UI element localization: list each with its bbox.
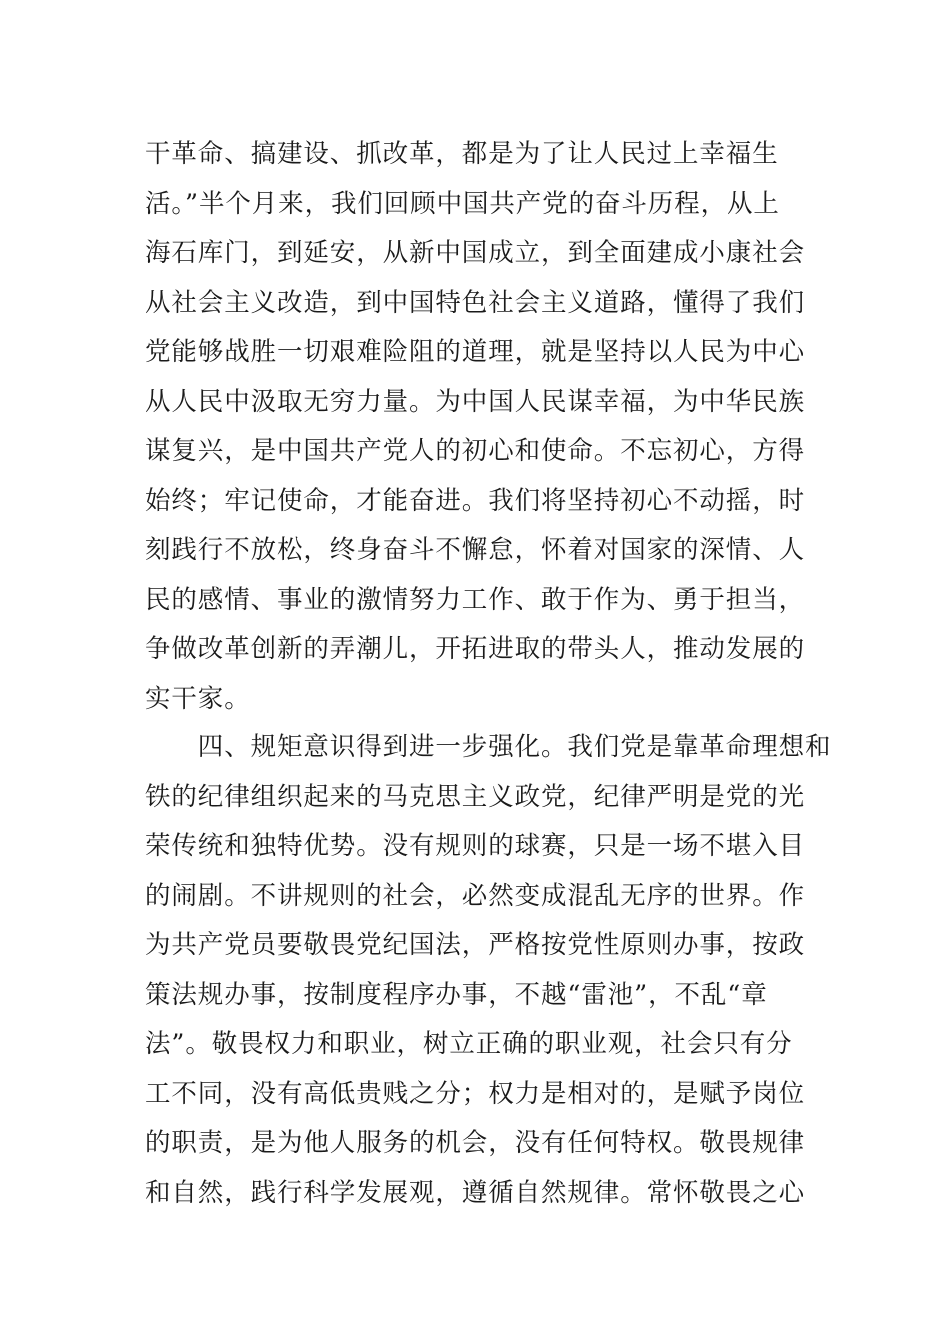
text-line: 铁的纪律组织起来的马克思主义政党，纪律严明是党的光 (145, 781, 806, 812)
text-line: 的闹剧。不讲规则的社会，必然变成混乱无序的世界。作 (145, 880, 806, 911)
text-line: 党能够战胜一切艰难险阻的道理，就是坚持以人民为中心 (145, 337, 806, 367)
text-line: 谋复兴，是中国共产党人的初心和使命。不忘初心，方得 (145, 436, 806, 466)
paragraph-2 (145, 723, 832, 1218)
text-line: 干革命、搞建设、抓改革，都是为了让人民过上幸福生 (145, 139, 779, 169)
text-line: 荣传统和独特优势。没有规则的球赛，只是一场不堪入目 (145, 831, 806, 861)
paragraph-1 (145, 130, 815, 724)
text-line: 从人民中汲取无穷力量。为中国人民谋幸福，为中华民族 (145, 386, 806, 417)
text-line: 为共产党员要敬畏党纪国法，严格按党性原则办事，按政 (145, 930, 806, 960)
text-line: 民的感情、事业的激情努力工作、敢于作为、勇于担当， (145, 584, 806, 615)
text-line: 四、规矩意识得到进一步强化。我们党是靠革命理想和 (145, 732, 832, 762)
text-line: 实干家。 (145, 683, 251, 714)
text-line: 海石库门，到延安，从新中国成立，到全面建成小康社会 (145, 238, 806, 268)
text-line: 争做改革创新的弄潮儿，开拓进取的带头人，推动发展的 (145, 634, 806, 664)
text-line: 从社会主义改造，到中国特色社会主义道路，懂得了我们 (145, 287, 806, 318)
text-line: 的职责，是为他人服务的机会，没有任何特权。敬畏规律 (145, 1128, 806, 1158)
text-line: 策法规办事，按制度程序办事，不越“雷池”，不乱“章 (145, 979, 768, 1010)
text-line: 法”。敬畏权力和职业，树立正确的职业观，社会只有分 (145, 1029, 793, 1059)
text-line: 工不同，没有高低贵贱之分；权力是相对的，是赋予岗位 (145, 1078, 806, 1109)
text-line: 和自然，践行科学发展观，遵循自然规律。常怀敬畏之心 (145, 1177, 806, 1208)
text-line: 刻践行不放松，终身奋斗不懈怠，怀着对国家的深情、人 (145, 535, 806, 565)
text-line: 始终；牢记使命，才能奋进。我们将坚持初心不动摇，时 (145, 485, 806, 516)
text-line: 活。”半个月来，我们回顾中国共产党的奋斗历程，从上 (145, 188, 780, 219)
